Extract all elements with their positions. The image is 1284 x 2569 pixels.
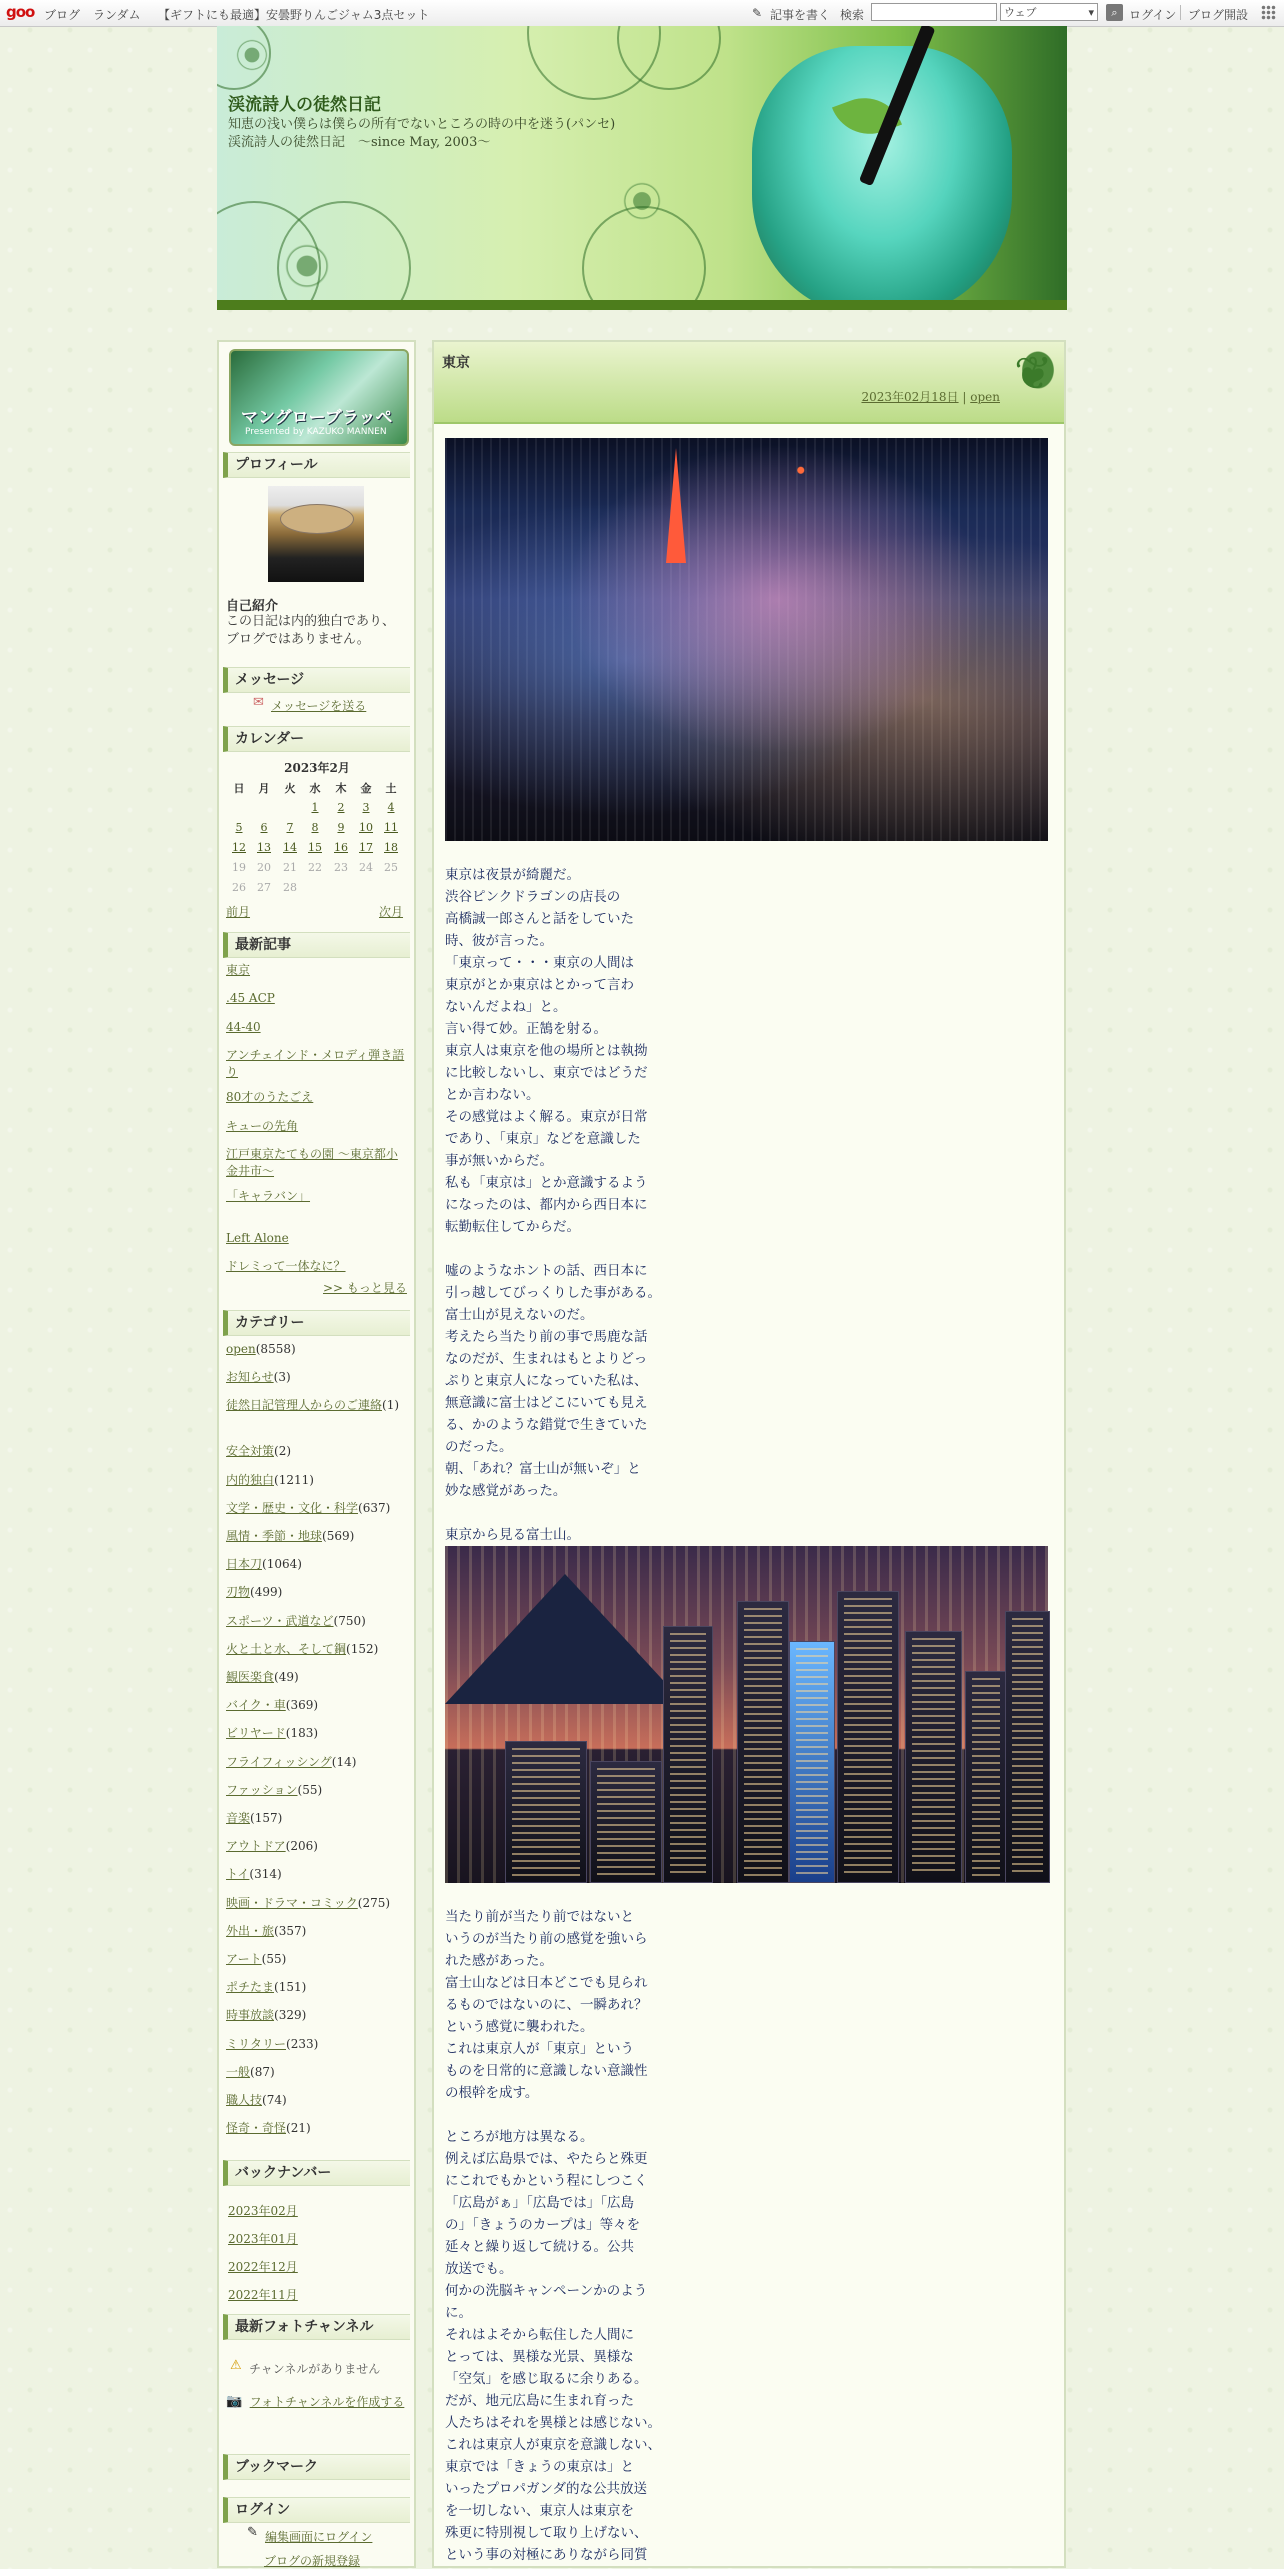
category-item <box>226 1809 408 1827</box>
category-link[interactable]: 文学・歴史・文化・科学 <box>226 1500 359 1515</box>
calendar-dow: 火 <box>284 782 296 795</box>
category-link[interactable]: ビリヤード <box>226 1726 286 1741</box>
entry-paragraph-1: 東京は夜景が綺麗だ。 渋谷ピンクドラゴンの店長の 高橋誠一郎さんと話をしていた 時、彼が言った。 「東京って・・・東京の人間は 東京がとか東京はとかって言わ ないんだよね」と。 言い得て妙。正鵠を射る。 東京人は東京を他の場所とは執拗 に比較しないし、東京ではどうだ とか言わない。 その感覚はよく解る。東京が日常 であり、「東京」などを意識した 事が無いからだ。 私も「東京は」とか意識するよう になったのは、都内から西日本に 転勤転住してからだ。 <box>445 867 648 1235</box>
calendar-day[interactable]: 17 <box>359 841 373 854</box>
blog-header <box>217 26 1067 310</box>
category-link[interactable]: 風情・季節・地球 <box>226 1529 323 1543</box>
calendar-month: 2023年2月 <box>284 761 350 775</box>
category-link[interactable]: 安全対策 <box>226 1444 275 1459</box>
recent-post-link[interactable]: アンチェインド・メロディ弾き語り <box>226 1048 405 1079</box>
category-item <box>226 2063 408 2081</box>
calendar-dow: 日 <box>233 782 245 795</box>
warning-icon: ⚠ <box>230 2358 242 2373</box>
building-shape <box>663 1626 713 1883</box>
write-pencil-icon[interactable]: ✎ <box>752 6 763 20</box>
category-count: (55) <box>297 1782 323 1797</box>
apps-grid-icon[interactable] <box>1261 5 1276 20</box>
category-link[interactable]: フライフィッシング <box>226 1754 332 1769</box>
calendar-dow: 木 <box>335 782 347 795</box>
login-title: ログイン <box>223 2497 410 2523</box>
category-item <box>226 1978 408 1996</box>
calendar-day[interactable]: 9 <box>337 821 345 834</box>
entry-title[interactable]: 東京 <box>442 355 470 371</box>
category-count: (151) <box>274 1980 307 1995</box>
category-count: (183) <box>285 1726 319 1741</box>
category-link[interactable]: ミリタリー <box>226 2036 287 2051</box>
recent-post-link[interactable]: 江戸東京たてもの園 ～東京都小金井市～ <box>226 1147 398 1178</box>
calendar-day[interactable]: 18 <box>384 841 398 854</box>
fuji-from-tokyo-photo[interactable] <box>445 1546 1048 1883</box>
recent-post-link[interactable]: .45 ACP <box>226 991 275 1005</box>
calendar-day: 27 <box>257 881 271 894</box>
category-link[interactable]: アート <box>226 1952 262 1966</box>
category-link[interactable]: 映画・ドラマ・コミック <box>226 1895 358 1910</box>
ornament-circle <box>582 206 706 310</box>
category-link[interactable]: 観医楽食 <box>226 1670 275 1684</box>
backnumber-link[interactable]: 2022年12月 <box>228 2260 298 2274</box>
category-item <box>226 1696 408 1714</box>
category-count: (55) <box>261 1952 287 1966</box>
entry-meta <box>861 388 1000 405</box>
category-item <box>226 1837 408 1855</box>
calendar-prev-link[interactable]: 前月 <box>226 905 251 919</box>
camera-icon: 📷 <box>226 2394 243 2409</box>
category-item <box>226 1668 408 1686</box>
sidebar-banner[interactable] <box>229 349 409 446</box>
message-icon[interactable]: ✉ <box>253 695 264 710</box>
category-link[interactable]: open <box>226 1342 256 1356</box>
send-message-link[interactable]: メッセージを送る <box>271 699 367 713</box>
category-link[interactable]: 刃物 <box>226 1585 251 1600</box>
entry-paragraph-2: 嘘のようなホントの話、西日本に 引っ越してびっくりした事がある。 富士山が見えないのだ。 考えたら当たり前の事で馬鹿な話 なのだが、生まれはもとよりどっ ぷりと東京人になっていた私は、 無意識に富士はどこにいても見え る、かのような錯覚で生きていた のだった。 朝、「あれ？富士山が無いぞ」と 妙な感覚があった。 <box>445 1263 661 1499</box>
calendar-day[interactable]: 11 <box>384 821 398 834</box>
calendar-day[interactable]: 4 <box>387 801 395 814</box>
ornament-flower <box>227 30 277 80</box>
category-link[interactable]: 日本刀 <box>226 1557 263 1572</box>
category-count: (750) <box>333 1613 366 1628</box>
category-link[interactable]: 外出・旅 <box>226 1923 275 1938</box>
photo-channel-title: 最新フォトチャンネル <box>223 2314 410 2340</box>
building-shape <box>1005 1611 1050 1883</box>
calendar-day: 20 <box>257 861 271 874</box>
edit-login-link[interactable]: 編集画面にログイン <box>265 2530 373 2544</box>
category-count: (569) <box>322 1529 355 1543</box>
calendar-day[interactable]: 2 <box>337 801 345 814</box>
calendar-day[interactable]: 10 <box>359 821 373 834</box>
recent-post-link[interactable]: ドレミって一体なに？ <box>226 1259 346 1273</box>
category-link[interactable]: 怪奇・奇怪 <box>226 2121 287 2136</box>
avatar <box>268 486 364 582</box>
search-icon[interactable]: ⌕ <box>1106 4 1123 21</box>
calendar-dow: 水 <box>309 782 321 795</box>
sidebar <box>217 340 416 2568</box>
blog-description: 知恵の浅い僕らは僕らの所有でないところの時の中を迷う(パンセ) 渓流詩人の徒然日記 ～since May, 2003～ <box>228 117 629 150</box>
category-item <box>226 2119 408 2137</box>
category-item <box>226 1612 408 1630</box>
category-count: (233) <box>286 2036 319 2051</box>
category-count: (1211) <box>274 1472 314 1487</box>
category-count: (87) <box>250 2064 275 2079</box>
more-link[interactable]: >> もっと見る <box>323 1281 407 1295</box>
mount-fuji-shape <box>445 1574 685 1704</box>
category-item <box>226 1499 408 1517</box>
category-item <box>226 2091 408 2109</box>
category-title: カテゴリー <box>223 1310 410 1336</box>
entry-paragraph-4: ところが地方は異なる。 例えば広島県では、やたらと殊更 にこれでもかという程にしつこく 「広島がぁ」「広島では」「広島 の」「きょうのカープは」等々を 延々と繰り返して続ける。公共 放送でも。 何かの洗脳キャンペーンかのよう に。 それはよそから転住した人間に とっては、異様な光景、異様な 「空気」を感じ取るに余りある。 だが、地元広島に生まれ育った 人たちはそれを異様とは感じない。 これは東京人が東京を意識しない、 東京では「きょうの東京は」と いったプロパガンダ的な公共放送 を一切しない、東京人は東京を 殊更に特別視して取り上げない、 という事の対極にありながら同質 <box>445 2129 661 2563</box>
category-count: (637) <box>358 1500 391 1515</box>
category-count: (8558) <box>255 1342 296 1356</box>
category-item <box>226 1442 408 1460</box>
category-link[interactable]: 内的独白 <box>226 1472 275 1487</box>
entry-paragraph-3: 当たり前が当たり前ではないと いうのが当たり前の感覚を強いら れた感があった。 富士山などは日本どこでも見られ るものではないのに、一瞬あれ？ という感覚に襲われた。 これは東京人が「東京」という ものを日常的に意識しない意識性 の根幹を成す。 <box>445 1909 648 2101</box>
banner-title: マングローブラッペ <box>241 408 393 428</box>
category-count: (206) <box>285 1839 318 1854</box>
calendar-day[interactable]: 15 <box>308 841 322 854</box>
category-item <box>226 1471 408 1489</box>
create-photo-channel-link[interactable]: フォトチャンネルを作成する <box>249 2395 405 2409</box>
blog-title[interactable]: 渓流詩人の徒然日記 <box>228 95 381 115</box>
category-count: (152) <box>346 1641 379 1656</box>
backnumber-link[interactable]: 2022年11月 <box>228 2288 298 2302</box>
topbar-divider <box>1180 5 1181 20</box>
calendar-day[interactable]: 8 <box>311 821 319 834</box>
leaf-ornament-icon <box>1002 342 1062 412</box>
building-shape <box>789 1641 835 1883</box>
category-link[interactable]: バイク・車 <box>226 1698 286 1713</box>
recent-post-link[interactable]: 80才のうたごえ <box>226 1090 314 1104</box>
category-link[interactable]: スポーツ・武道など <box>226 1613 334 1628</box>
category-count: (3) <box>273 1370 291 1385</box>
category-link[interactable]: 徒然日記管理人からのご連絡 <box>226 1398 383 1413</box>
category-count: (14) <box>331 1754 357 1769</box>
recent-title: 最新記事 <box>223 932 410 958</box>
building-shape <box>737 1601 789 1883</box>
category-item <box>226 1894 408 1912</box>
calendar-day: 25 <box>384 861 398 874</box>
category-link[interactable]: ポチたま <box>226 1980 275 1995</box>
intro-text: この日記は内的独白であり、ブログではありません。 <box>226 614 396 647</box>
building-shape <box>505 1741 587 1883</box>
category-count: (157) <box>250 1811 283 1825</box>
banner-subtitle: Presented by KAZUKO MANNEN <box>245 427 387 437</box>
header-band <box>217 300 1067 310</box>
calendar-day[interactable]: 14 <box>283 841 297 854</box>
category-item <box>226 1527 408 1545</box>
category-count: (369) <box>285 1698 319 1713</box>
category-link[interactable]: 火と土と水、そして鋼 <box>226 1641 347 1656</box>
calendar-dow: 土 <box>385 782 397 795</box>
topbar-link-promo[interactable]: 【ギフトにも最適】安曇野りんごジャム3点セット <box>158 8 430 22</box>
category-item <box>226 1583 408 1601</box>
calendar-day[interactable]: 16 <box>334 841 348 854</box>
open-blog-link[interactable]: ブログ開設 <box>1188 8 1249 22</box>
topbar-link-blog[interactable]: ブログ <box>44 8 81 22</box>
calendar-day: 26 <box>232 881 246 894</box>
search-input[interactable] <box>871 3 997 21</box>
calendar-day: 22 <box>308 861 322 874</box>
entry-date-link[interactable]: 2023年02月18日 <box>861 390 959 404</box>
category-count: (357) <box>274 1923 307 1938</box>
calendar-day[interactable]: 5 <box>235 821 243 834</box>
backnumber-link[interactable]: 2023年02月 <box>228 2204 298 2218</box>
category-item <box>226 2006 408 2024</box>
calendar-next-link[interactable]: 次月 <box>379 905 404 919</box>
entry-photo-caption: 東京から見る富士山。 <box>445 1527 580 1543</box>
search-label: 検索 <box>840 8 865 22</box>
goo-top-bar <box>0 0 1284 27</box>
calendar-day[interactable]: 13 <box>257 841 271 854</box>
login-link[interactable]: ログイン <box>1129 8 1177 22</box>
building-shape <box>905 1631 962 1883</box>
no-channel-text: チャンネルがありません <box>249 2362 381 2376</box>
calendar-day: 19 <box>232 861 246 874</box>
edit-pencil-icon: ✎ <box>247 2525 258 2540</box>
building-shape <box>590 1761 662 1883</box>
category-item <box>226 1753 408 1771</box>
calendar-day[interactable]: 6 <box>260 821 268 834</box>
write-article-link[interactable]: 記事を書く <box>770 8 831 22</box>
tokyo-night-photo[interactable] <box>445 438 1048 841</box>
category-item <box>226 1340 408 1358</box>
category-link[interactable]: 職人技 <box>226 2093 263 2107</box>
recent-post-link[interactable]: 44-40 <box>226 1020 261 1034</box>
category-count: (499) <box>250 1585 283 1600</box>
backnumber-title: バックナンバー <box>223 2160 410 2186</box>
calendar-dow: 金 <box>360 782 372 795</box>
category-link[interactable]: トイ <box>226 1867 250 1882</box>
building-shape <box>965 1671 1007 1883</box>
category-item <box>226 1396 408 1414</box>
recent-post-link[interactable]: 東京 <box>226 963 251 977</box>
category-item <box>226 1781 408 1799</box>
category-count: (74) <box>262 2093 287 2107</box>
calendar-day: 21 <box>283 861 297 874</box>
calendar-dow: 月 <box>258 782 270 795</box>
category-item <box>226 1865 408 1883</box>
category-item <box>226 1922 408 1940</box>
category-link[interactable]: 音楽 <box>226 1811 251 1825</box>
category-link[interactable]: アウトドア <box>226 1839 286 1854</box>
category-count: (275) <box>357 1895 391 1910</box>
profile-title: プロフィール <box>223 452 410 478</box>
category-item <box>226 1368 408 1386</box>
category-item <box>226 1640 408 1658</box>
calendar-day: 28 <box>283 881 297 894</box>
category-link[interactable]: ファッション <box>226 1782 298 1797</box>
backnumber-link[interactable]: 2023年01月 <box>228 2232 298 2246</box>
category-count: (49) <box>274 1670 299 1684</box>
category-item <box>226 1555 408 1573</box>
calendar-day[interactable]: 7 <box>286 821 294 834</box>
category-link[interactable]: 時事放談 <box>226 2008 275 2023</box>
building-shape <box>837 1591 899 1883</box>
register-blog-link[interactable]: ブログの新規登録 <box>264 2554 361 2568</box>
intro-label: 自己紹介 <box>226 599 279 614</box>
chevron-down-icon: ▾ <box>1088 6 1094 19</box>
calendar-day[interactable]: 12 <box>232 841 246 854</box>
category-item <box>226 2035 408 2053</box>
category-count: (329) <box>274 2008 307 2023</box>
calendar-day[interactable]: 1 <box>311 801 319 814</box>
entry-header <box>434 342 1064 424</box>
category-item <box>226 1724 408 1742</box>
bookmark-title: ブックマーク <box>223 2454 410 2480</box>
category-count: (21) <box>286 2121 311 2136</box>
search-scope-value: ウェブ <box>1004 6 1037 19</box>
category-count: (2) <box>274 1444 292 1459</box>
recent-post-link[interactable]: 「キャラバン」 <box>226 1189 311 1203</box>
message-title: メッセージ <box>223 667 410 693</box>
recent-post-link[interactable]: キューの先角 <box>226 1119 299 1133</box>
category-count: (1064) <box>262 1557 302 1572</box>
recent-post-link[interactable]: Left Alone <box>226 1231 289 1245</box>
topbar-link-random[interactable]: ランダム <box>93 8 141 22</box>
category-item <box>226 1950 408 1968</box>
category-link[interactable]: 一般 <box>226 2064 251 2079</box>
category-link[interactable]: お知らせ <box>226 1370 274 1385</box>
search-scope-select[interactable] <box>1000 3 1098 21</box>
category-count: (1) <box>382 1398 400 1413</box>
calendar-day[interactable]: 3 <box>362 801 370 814</box>
calendar-day: 24 <box>359 861 373 874</box>
goo-logo[interactable]: goo <box>6 3 35 21</box>
shaved-ice-glass-image <box>752 46 1012 310</box>
main-content <box>432 340 1066 2568</box>
category-count: (314) <box>249 1867 282 1882</box>
calendar-title: カレンダー <box>223 726 410 752</box>
calendar-day: 23 <box>334 861 348 874</box>
tokyo-tower-shape <box>666 448 686 563</box>
entry-category-link[interactable]: open <box>970 390 1000 404</box>
ornament-flower <box>272 231 342 301</box>
meta-separator: | <box>962 390 971 404</box>
